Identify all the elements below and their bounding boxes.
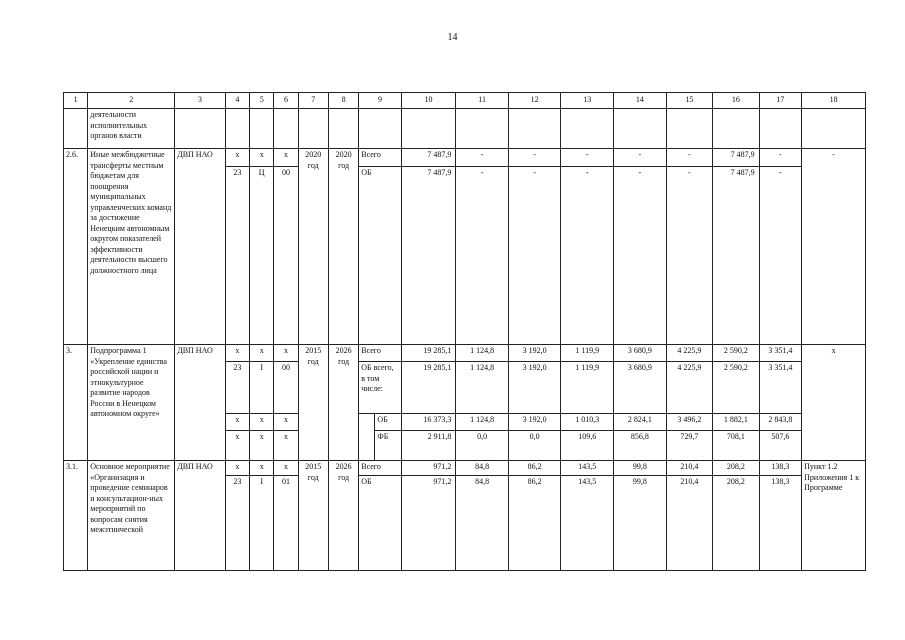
cell <box>328 109 358 149</box>
value-cell: 16 373,3 <box>401 414 456 431</box>
header-cell: 7 <box>298 93 328 109</box>
code-cell: I <box>250 476 274 571</box>
header-cell: 17 <box>759 93 801 109</box>
source-cell: ОБ <box>359 167 401 345</box>
code-cell: х <box>274 345 298 362</box>
executor: ДВП НАО <box>175 149 226 345</box>
value-cell: 2 590,2 <box>713 362 760 414</box>
value-cell: 7 487,9 <box>713 149 760 167</box>
value-cell: 19 285,1 <box>401 345 456 362</box>
code-cell: х <box>274 149 298 167</box>
table-row <box>64 149 866 167</box>
value-cell: 143,5 <box>561 476 614 571</box>
header-cell: 13 <box>561 93 614 109</box>
value-cell: 507,6 <box>759 431 801 461</box>
value-cell: 4 225,9 <box>666 362 713 414</box>
table-row <box>64 461 866 476</box>
end-year: 2026 год <box>328 461 358 571</box>
row-number: 3. <box>64 345 88 461</box>
program-name: Основное мероприятие «Организация и проведение семинаров и консультацион-ных мероприятий по вопросам снятия межэтнической <box>88 461 175 571</box>
header-cell: 9 <box>359 93 401 109</box>
code-cell: Ц <box>250 167 274 345</box>
source-cell: ОБ всего, в том числе: <box>359 362 401 414</box>
code-cell: 00 <box>274 362 298 414</box>
end-year: 2020 год <box>328 149 358 345</box>
value-cell: 3 351,4 <box>759 362 801 414</box>
header-cell: 15 <box>666 93 713 109</box>
header-row <box>64 93 866 109</box>
code-cell: 23 <box>225 476 249 571</box>
start-year: 2015 год <box>298 345 328 461</box>
header-cell: 4 <box>225 93 249 109</box>
value-cell: 143,5 <box>561 461 614 476</box>
value-cell: - <box>508 167 561 345</box>
value-cell: 210,4 <box>666 461 713 476</box>
cell <box>64 109 88 149</box>
start-year: 2020 год <box>298 149 328 345</box>
source-indent-cell <box>359 414 375 461</box>
header-cell: 11 <box>456 93 509 109</box>
value-cell: - <box>456 167 509 345</box>
header-cell: 18 <box>802 93 866 109</box>
value-cell: 99,8 <box>614 461 667 476</box>
value-cell: 3 351,4 <box>759 345 801 362</box>
source-cell: Всего <box>359 149 401 167</box>
source-cell: Всего <box>359 461 401 476</box>
value-cell: 1 010,3 <box>561 414 614 431</box>
source-cell: ФБ <box>375 431 401 461</box>
note-cell: х <box>802 345 866 461</box>
cell <box>713 109 760 149</box>
source-cell: Всего <box>359 345 401 362</box>
note-cell: Пункт 1.2 Приложения 1 к Программе <box>802 461 866 571</box>
code-cell: х <box>225 431 249 461</box>
value-cell: - <box>614 149 667 167</box>
code-cell: х <box>225 149 249 167</box>
header-cell: 5 <box>250 93 274 109</box>
value-cell: 86,2 <box>508 461 561 476</box>
value-cell: 1 119,9 <box>561 345 614 362</box>
value-cell: 7 487,9 <box>401 149 456 167</box>
header-cell: 1 <box>64 93 88 109</box>
cell <box>359 109 401 149</box>
value-cell: 1 119,9 <box>561 362 614 414</box>
value-cell: 2 590,2 <box>713 345 760 362</box>
header-cell: 12 <box>508 93 561 109</box>
value-cell: 109,6 <box>561 431 614 461</box>
value-cell: - <box>561 149 614 167</box>
value-cell: 138,3 <box>759 461 801 476</box>
cell <box>401 109 456 149</box>
code-cell: 01 <box>274 476 298 571</box>
value-cell: 4 225,9 <box>666 345 713 362</box>
value-cell: 138,3 <box>759 476 801 571</box>
value-cell: 7 487,9 <box>713 167 760 345</box>
code-cell: х <box>225 461 249 476</box>
cell <box>666 109 713 149</box>
table-row <box>64 345 866 362</box>
value-cell: 208,2 <box>713 461 760 476</box>
value-cell: 19 285,1 <box>401 362 456 414</box>
cell <box>759 109 801 149</box>
code-cell: х <box>250 414 274 431</box>
code-cell: х <box>225 345 249 362</box>
code-cell: х <box>225 414 249 431</box>
value-cell: 84,8 <box>456 461 509 476</box>
code-cell: х <box>250 149 274 167</box>
value-cell: - <box>508 149 561 167</box>
code-cell: х <box>250 431 274 461</box>
header-cell: 10 <box>401 93 456 109</box>
value-cell: 1 124,8 <box>456 345 509 362</box>
code-cell: 23 <box>225 362 249 414</box>
value-cell: 210,4 <box>666 476 713 571</box>
value-cell: - <box>759 149 801 167</box>
value-cell: 971,2 <box>401 476 456 571</box>
program-name: Иные межбюджетные трансферты местным бюджетам для поощрения муниципальных управленческих команд за достижение Ненецким автономным округом показателей эффективности деятельности высшего должностного лица <box>88 149 175 345</box>
code-cell: I <box>250 362 274 414</box>
cell <box>225 109 249 149</box>
value-cell: 856,8 <box>614 431 667 461</box>
header-cell: 6 <box>274 93 298 109</box>
value-cell: 7 487,9 <box>401 167 456 345</box>
budget-table <box>63 92 866 571</box>
value-cell: 0,0 <box>508 431 561 461</box>
note-cell: - <box>802 149 866 345</box>
value-cell: 1 882,1 <box>713 414 760 431</box>
value-cell: 2 843,8 <box>759 414 801 431</box>
cell <box>274 109 298 149</box>
row-number: 2.6. <box>64 149 88 345</box>
code-cell: 00 <box>274 167 298 345</box>
row-number: 3.1. <box>64 461 88 571</box>
source-cell: ОБ <box>375 414 401 431</box>
value-cell: 1 124,8 <box>456 362 509 414</box>
cell <box>508 109 561 149</box>
value-cell: 3 496,2 <box>666 414 713 431</box>
value-cell: 3 680,9 <box>614 362 667 414</box>
value-cell: 3 680,9 <box>614 345 667 362</box>
value-cell: 1 124,8 <box>456 414 509 431</box>
cell <box>561 109 614 149</box>
value-cell: 3 192,0 <box>508 362 561 414</box>
value-cell: - <box>561 167 614 345</box>
executor: ДВП НАО <box>175 345 226 461</box>
header-cell: 3 <box>175 93 226 109</box>
value-cell: - <box>614 167 667 345</box>
value-cell: 729,7 <box>666 431 713 461</box>
program-name: Подпрограмма 1 «Укрепление единства российской нации и этнокультурное развитие народов России в Ненецком автономном округе» <box>88 345 175 461</box>
cell <box>175 109 226 149</box>
cell <box>298 109 328 149</box>
header-cell: 8 <box>328 93 358 109</box>
value-cell: 3 192,0 <box>508 414 561 431</box>
cell <box>614 109 667 149</box>
header-cell: 2 <box>88 93 175 109</box>
code-cell: х <box>274 431 298 461</box>
value-cell: 971,2 <box>401 461 456 476</box>
source-cell: ОБ <box>359 476 401 571</box>
value-cell: 208,2 <box>713 476 760 571</box>
start-year: 2015 год <box>298 461 328 571</box>
value-cell: 99,8 <box>614 476 667 571</box>
header-cell: 14 <box>614 93 667 109</box>
value-cell: 86,2 <box>508 476 561 571</box>
program-name-continuation: деятельности исполнительных органов власти <box>88 109 175 149</box>
value-cell: 0,0 <box>456 431 509 461</box>
cell <box>456 109 509 149</box>
value-cell: - <box>666 167 713 345</box>
code-cell: 23 <box>225 167 249 345</box>
cell <box>250 109 274 149</box>
code-cell: х <box>250 461 274 476</box>
value-cell: - <box>759 167 801 345</box>
value-cell: - <box>666 149 713 167</box>
cell <box>802 109 866 149</box>
value-cell: 2 824,1 <box>614 414 667 431</box>
page-number: 14 <box>447 32 458 43</box>
header-cell: 16 <box>713 93 760 109</box>
value-cell: 708,1 <box>713 431 760 461</box>
value-cell: 2 911,8 <box>401 431 456 461</box>
value-cell: - <box>456 149 509 167</box>
table-row-continuation <box>64 109 866 149</box>
code-cell: х <box>274 461 298 476</box>
executor: ДВП НАО <box>175 461 226 571</box>
end-year: 2026 год <box>328 345 358 461</box>
value-cell: 84,8 <box>456 476 509 571</box>
code-cell: х <box>274 414 298 431</box>
value-cell: 3 192,0 <box>508 345 561 362</box>
code-cell: х <box>250 345 274 362</box>
